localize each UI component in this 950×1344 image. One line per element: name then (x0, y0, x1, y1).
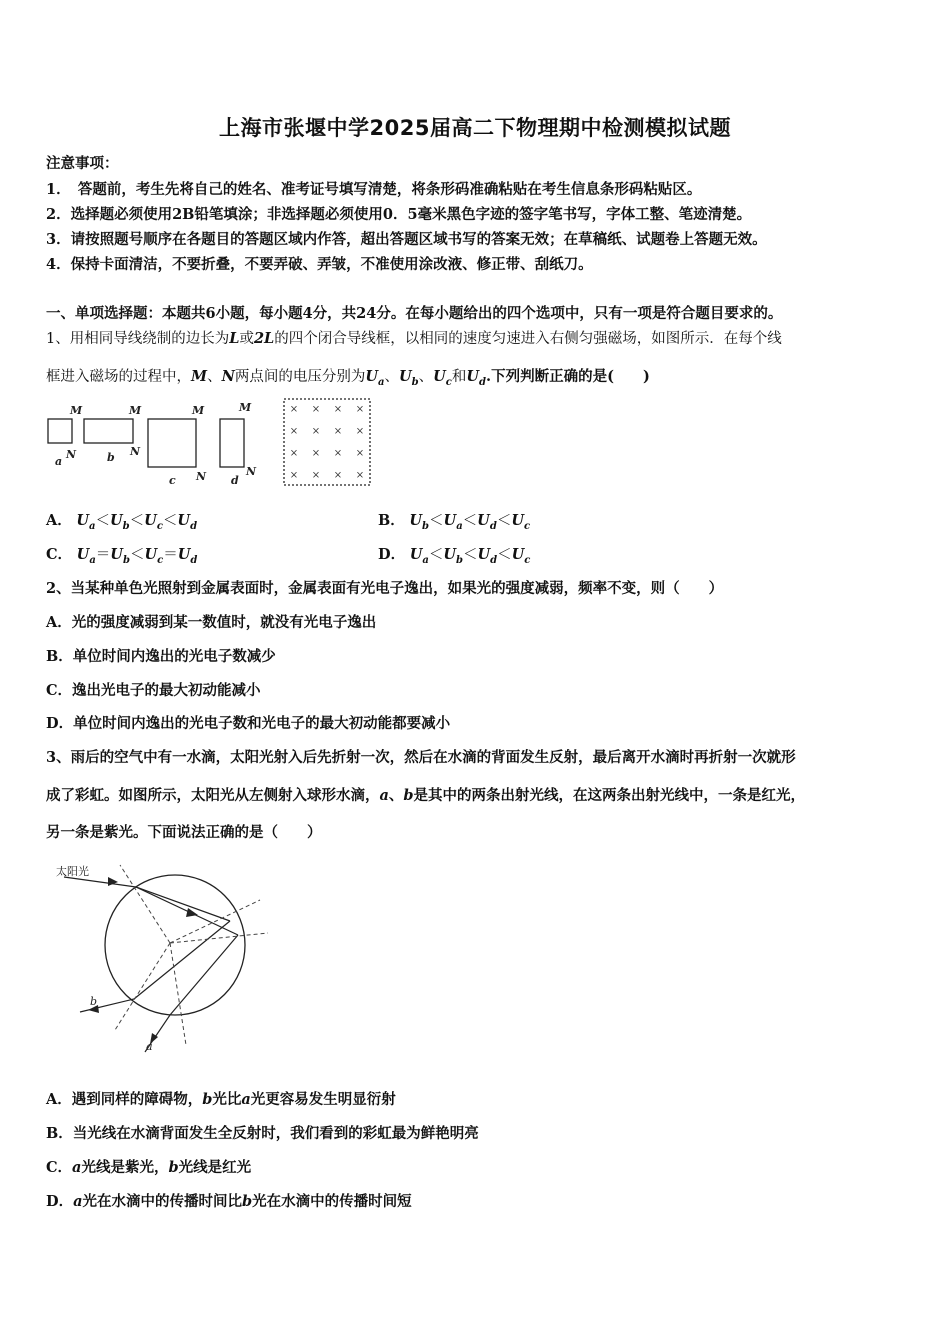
q1-option-c[interactable]: C． $U_a=U_b<U_c=U_d$ (46, 546, 198, 566)
q3-option-c[interactable]: C．a光线是紫光，b光线是红光 (46, 1159, 252, 1176)
q3-stem-line1: 3、雨后的空气中有一水滴，太阳光射入后先折射一次，然后在水滴的背面发生反射，最后离开水滴时再折射一次就形 (46, 749, 796, 766)
label-M-b: M (129, 404, 142, 417)
q3-stem-line2: 成了彩虹。如图所示，太阳光从左侧射入球形水滴，a、b是其中的两条出射光线，在这两条出射光线中，一条是红光， (46, 787, 806, 804)
label-M-a: M (70, 404, 83, 417)
q3-option-d[interactable]: D．a光在水滴中的传播时间比b光在水滴中的传播时间短 (46, 1193, 412, 1210)
label-N-c: N (196, 470, 207, 483)
field-cross-mark: × (333, 448, 343, 459)
q1-option-d[interactable]: D． $U_a<U_b<U_d<U_c$ (378, 546, 531, 566)
q1-option-b[interactable]: B． $U_b<U_a<U_d<U_c$ (378, 512, 531, 532)
label-M-c: M (192, 404, 205, 417)
q1-stem-line1: 1、用相同导线绕制的边长为L或2L的四个闭合导线框，以相同的速度匀速进入右侧匀强磁场，如图所示．在每个线 (46, 330, 782, 347)
q3-stem-line3: 另一条是紫光。下面说法正确的是（ ） (46, 824, 322, 841)
field-cross-mark: × (333, 404, 343, 415)
q1-frames-figure (44, 395, 374, 490)
field-cross-mark: × (311, 426, 321, 437)
q2-option-a[interactable]: A．光的强度减弱到某一数值时，就没有光电子逸出 (46, 614, 377, 631)
q2-stem: 2、当某种单色光照射到金属表面时，金属表面有光电子逸出，如果光的强度减弱，频率不变，则（ ） (46, 580, 724, 597)
page-title: 上海市张堰中学2025届高二下物理期中检测模拟试题 (219, 116, 731, 140)
notice-heading: 注意事项： (46, 155, 119, 172)
label-frame-b: b (107, 451, 115, 464)
raindrop-figure (50, 855, 280, 1055)
reflect-ray-2 (134, 921, 230, 999)
q2-option-c[interactable]: C．逸出光电子的最大初动能减小 (46, 682, 261, 699)
field-cross-mark: × (311, 448, 321, 459)
ray-in-drop-2 (136, 887, 230, 921)
frame-b (84, 419, 133, 443)
outgoing-ray-b (80, 999, 134, 1012)
section-heading: 一、单项选择题：本题共6小题，每小题4分，共24分。在每小题给出的四个选项中，只有一项是符合题目要求的。 (46, 305, 783, 322)
field-cross-mark: × (311, 404, 321, 415)
water-drop (105, 875, 245, 1015)
field-cross-mark: × (355, 470, 365, 481)
field-cross-mark: × (333, 426, 343, 437)
normal-line-2 (170, 933, 268, 943)
field-cross-mark: × (355, 426, 365, 437)
field-cross-mark: × (289, 470, 299, 481)
q2-option-b[interactable]: B．单位时间内逸出的光电子数减少 (46, 648, 276, 665)
label-N-b: N (130, 445, 141, 458)
incoming-ray (64, 877, 136, 887)
field-cross-mark: × (355, 404, 365, 415)
notice-item-2: 2．选择题必须使用2B铅笔填涂；非选择题必须使用0．5毫米黑色字迹的签字笔书写，字体工整、笔迹清楚。 (46, 206, 752, 223)
frame-c (148, 419, 196, 467)
normal-line-3 (170, 900, 260, 943)
field-cross-mark: × (333, 470, 343, 481)
field-cross-mark: × (289, 426, 299, 437)
ray-label-a: a (146, 1040, 153, 1053)
q3-option-a[interactable]: A．遇到同样的障碍物，b光比a光更容易发生明显衍射 (46, 1091, 396, 1108)
notice-item-1: 1． 答题前，考生先将自己的姓名、准考证号填写清楚，将条形码准确粘贴在考生信息条形码粘贴区。 (46, 181, 702, 198)
frame-a (48, 419, 72, 443)
notice-item-4: 4．保持卡面清洁，不要折叠，不要弄破、弄皱，不准使用涂改液、修正带、刮纸刀。 (46, 256, 593, 273)
sunlight-label: 太阳光 (56, 865, 89, 878)
q1-option-a[interactable]: A． $U_a<U_b<U_c<U_d$ (46, 512, 198, 532)
reflect-ray-1 (170, 935, 238, 1015)
label-frame-a: a (55, 455, 63, 468)
label-frame-c: c (169, 474, 176, 487)
notice-item-3: 3．请按照题号顺序在各题目的答题区域内作答，超出答题区域书写的答案无效；在草稿纸、试题卷上答题无效。 (46, 231, 767, 248)
label-M-d: M (239, 401, 252, 414)
field-cross-mark: × (311, 470, 321, 481)
q3-option-b[interactable]: B．当光线在水滴背面发生全反射时，我们看到的彩虹最为鲜艳明亮 (46, 1125, 479, 1142)
field-cross-mark: × (289, 448, 299, 459)
field-cross-mark: × (289, 404, 299, 415)
q2-option-d[interactable]: D．单位时间内逸出的光电子数和光电子的最大初动能都要减小 (46, 715, 451, 732)
label-frame-d: d (231, 474, 239, 487)
ray-label-b: b (90, 995, 98, 1008)
field-cross-mark: × (355, 448, 365, 459)
q1-stem-line2: 框进入磁场的过程中，M、N两点间的电压分别为$U_a$、$U_b$、$U_c$和$U_d$.下列判断正确的是( ) (46, 368, 650, 388)
frame-d (220, 419, 244, 467)
label-N-a: N (66, 448, 77, 461)
label-N-d: N (246, 465, 257, 478)
normal-line-5 (115, 943, 170, 1030)
